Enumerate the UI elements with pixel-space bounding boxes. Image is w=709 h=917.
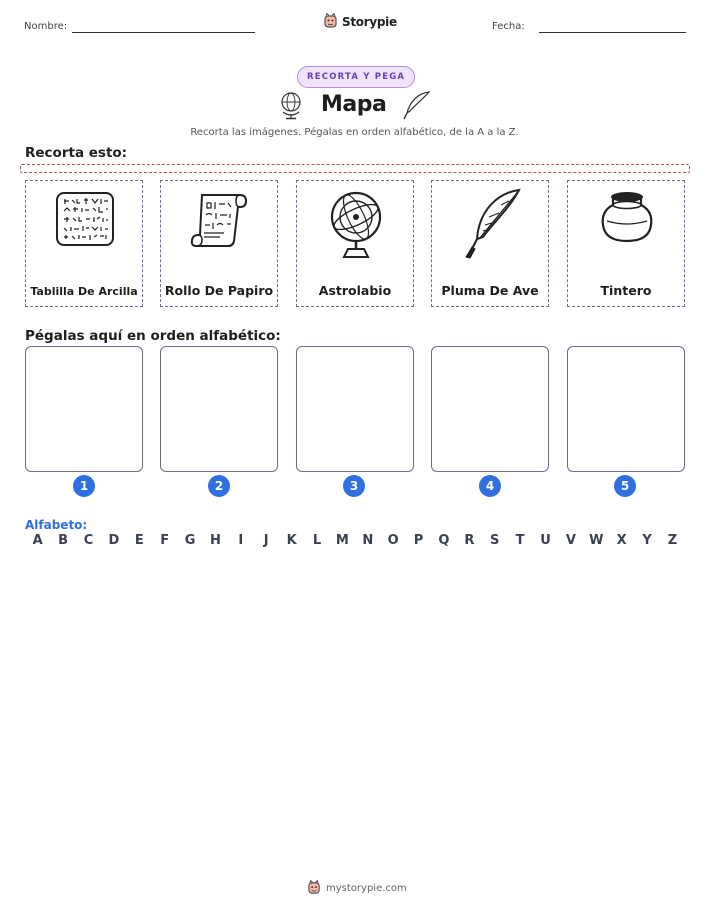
cut-card[interactable] [431, 180, 549, 307]
globe-icon [279, 90, 303, 120]
alphabet-letter: M [335, 533, 349, 548]
alphabet-letter: N [362, 533, 374, 548]
card-label: Pluma De Ave [441, 283, 539, 298]
alphabet-letter: K [286, 533, 297, 548]
quill-feather-icon [459, 187, 523, 263]
alphabet-letter: P [413, 533, 424, 548]
cut-card[interactable] [567, 180, 685, 307]
alphabet-letter: I [238, 533, 244, 548]
alphabet-letter: G [184, 533, 196, 548]
slot-number: 4 [479, 475, 501, 497]
slot-number: 2 [208, 475, 230, 497]
card-label: Tintero [600, 283, 652, 298]
alphabet-letter: L [312, 533, 322, 548]
name-label: Nombre: [24, 21, 68, 32]
alphabet-letter: R [464, 533, 475, 548]
footer [307, 880, 407, 896]
storypie-logo [323, 13, 397, 30]
name-field-line[interactable] [72, 32, 255, 33]
alphabet-letter: A [32, 533, 43, 548]
alphabet-letter: B [58, 533, 69, 548]
brand-name: Storypie [342, 14, 397, 29]
cut-card[interactable] [25, 180, 143, 307]
paste-box[interactable] [567, 346, 685, 472]
alphabet-letter: J [263, 533, 269, 548]
alphabet-letter: H [209, 533, 221, 548]
paste-box[interactable] [25, 346, 143, 472]
paste-box[interactable] [431, 346, 549, 472]
alphabet-row [25, 533, 685, 548]
card-label: Astrolabio [318, 283, 392, 298]
instructions: Recorta las imágenes. Pégalas en orden alfabético, de la A a la Z. [190, 127, 519, 138]
alphabet-letter: S [490, 533, 500, 548]
astrolabe-icon [326, 187, 386, 265]
footer-url[interactable]: mystorypie.com [326, 882, 407, 894]
slot-number: 3 [343, 475, 365, 497]
paste-section-title: Pégalas aquí en orden alfabético: [25, 328, 281, 344]
alphabet-letter: T [515, 533, 525, 548]
activity-badge: RECORTA Y PEGA [297, 66, 415, 88]
card-label: Rollo De Papiro [164, 283, 274, 298]
cut-card[interactable] [160, 180, 278, 307]
alphabet-letter: O [387, 533, 399, 548]
papyrus-scroll-icon [190, 189, 250, 249]
alphabet-letter: Z [667, 533, 678, 548]
cut-line [20, 164, 690, 173]
alphabet-letter: F [160, 533, 170, 548]
alphabet-letter: Y [642, 533, 652, 548]
inkwell-icon [597, 189, 657, 249]
cut-section-title: Recorta esto: [25, 145, 128, 161]
paste-box[interactable] [296, 346, 414, 472]
storypie-mascot-icon [323, 13, 338, 30]
storypie-mascot-icon [307, 880, 321, 896]
slot-number: 5 [614, 475, 636, 497]
alphabet-letter: Q [438, 533, 450, 548]
feather-icon [401, 89, 433, 121]
alphabet-title: Alfabeto: [25, 518, 88, 532]
page-title: Mapa [321, 92, 387, 117]
alphabet-letter: D [108, 533, 120, 548]
alphabet-letter: X [616, 533, 627, 548]
alphabet-letter: W [589, 533, 604, 548]
alphabet-letter: V [565, 533, 576, 548]
clay-tablet-icon [55, 189, 115, 249]
paste-box[interactable] [160, 346, 278, 472]
cut-card[interactable] [296, 180, 414, 307]
date-label: Fecha: [492, 21, 525, 32]
alphabet-letter: E [134, 533, 144, 548]
card-label: Tablilla De Arcilla [30, 285, 138, 298]
alphabet-letter: U [540, 533, 551, 548]
alphabet-letter: C [83, 533, 94, 548]
slot-number: 1 [73, 475, 95, 497]
date-field-line[interactable] [539, 32, 686, 33]
